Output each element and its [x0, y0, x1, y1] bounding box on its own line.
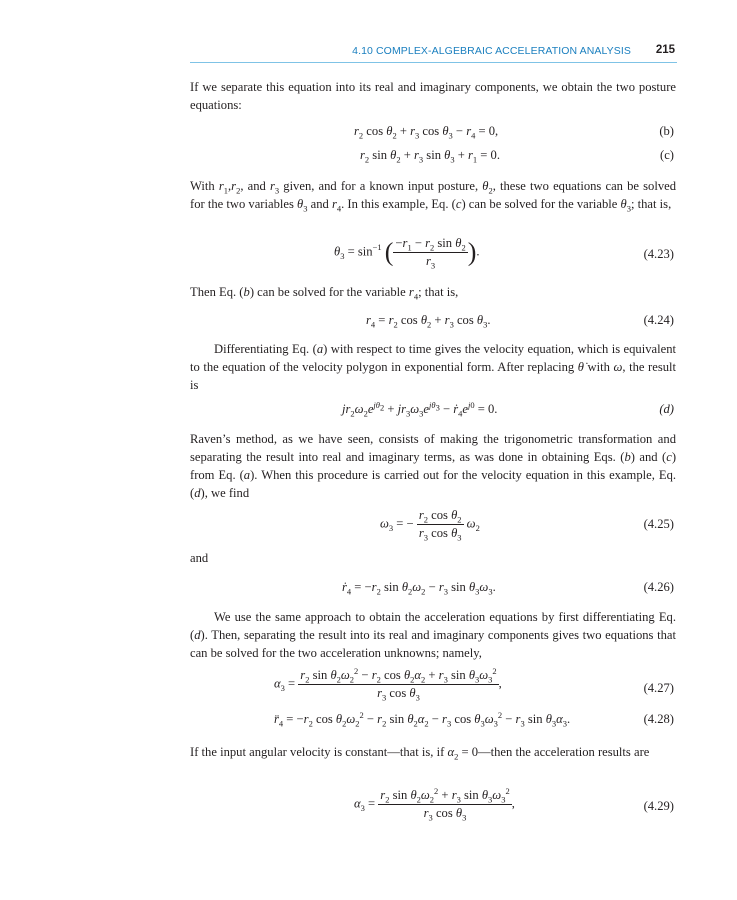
equation-tag: (4.29) [643, 799, 674, 813]
section-title: 4.10 COMPLEX-ALGEBRAIC ACCELERATION ANALYSIS [352, 45, 631, 57]
equation-4-27: $\alpha_3$ = $\frac{r_2 \sin \theta_2\omega_2^2 - r_2 \cos \theta_2\alpha_2 + r_3 \sin \theta_3\omega_3^2}{r_3 \cos \theta_3}$ , (4.27) [274, 665, 674, 703]
equation-tag: (4.23) [643, 247, 674, 261]
equation-tag: (4.24) [643, 313, 674, 327]
equation-4-23: $\theta_3 = \sin^{-1}$ ( $\frac{-r_1 - r_2 \sin \theta_2}{r_3}$ ). (4.23) [334, 236, 674, 271]
equation-4-28: $r̈_4 = -r_2$ $\cos \theta_2\omega_2^2 - r_2$ $\sin \theta_2\alpha_2 - r_3$ $\cos \theta_3\omega_3^2 - r_3$ $\sin \theta_3\alpha_3$. (4.28) [274, 709, 674, 729]
equation-tag: (4.26) [643, 580, 674, 594]
equation-4-29: $\alpha_3$ = $\frac{r_2 \sin \theta_2\omega_2^2 + r_3 \sin \theta_3\omega_3^2}{r_3 \cos \theta_3}$ , (4.29) [354, 785, 674, 823]
equation-tag: (4.27) [643, 681, 674, 695]
paragraph-solve-posture: With $r_1,r_2$, and $r_3$ given, and for a known input posture, $\theta_2$, these two equations can be solved for the two variables $\theta_3$ and $r_4$. In this example, Eq. (c) can be solved for the variable $\theta_3$; that is, [190, 179, 677, 214]
equation-4-24: $r_4 = r_2$ $\cos \theta_2 + r_3$ $\cos \theta_3$. (4.24) [366, 313, 674, 330]
equation-tag: (4.25) [643, 517, 674, 531]
equation-d: $jr_2\omega_2e^{j\theta_2} + jr_3\omega_3e^{j\theta_3}$ − $ṙ_4e^{j0} = 0$. (d) [342, 399, 674, 419]
equation-4-26: ṙ$_4$ = $-r_2$ $\sin \theta_2\omega_2 - r_3$ $\sin \theta_3\omega_3$. (4.26) [342, 580, 674, 597]
equation-tag: (c) [660, 148, 674, 162]
running-header [190, 40, 677, 63]
equation-c: $r_2$ $\sin \theta_2 + r_3$ $\sin \theta_3 + r_1 = 0$. (c) [360, 148, 674, 165]
paragraph-acceleration-approach: We use the same approach to obtain the acceleration equations by first differentiating Eq. (d). Then, separating the result into its real and imaginary components gives two equations that can be solved for the two acceleration unknowns; namely, [190, 610, 676, 660]
paragraph-and: and [190, 551, 209, 565]
page-number: 215 [655, 44, 675, 56]
equation-tag: (d) [659, 402, 674, 416]
paragraph-differentiating: Differentiating Eq. (a) with respect to time gives the velocity equation, which is equivalent to the equation of the velocity polygon in exponential form. After replacing θ̇ with ω, the result is [190, 342, 677, 392]
equation-tag: (4.28) [643, 712, 674, 726]
equation-tag: (b) [659, 124, 674, 138]
paragraph-posture-intro: If we separate this equation into its real and imaginary components, we obtain the two posture equations: [190, 80, 676, 112]
equation-4-25: $\omega_3$ = − $\frac{r_2 \cos \theta_2}{r_3 \cos \theta_3}$ $\omega_2$ (4.25) [380, 508, 674, 543]
paragraph-solve-r4: Then Eq. (b) can be solved for the variable $r_4$; that is, [190, 285, 459, 302]
equation-b: $r_2$ $\cos \theta_2 + r_3$ $\cos \theta_3 - r_4 = 0$, (b) [354, 124, 674, 141]
paragraph-constant-velocity: If the input angular velocity is constant—that is, if $\alpha_2$ = 0—then the acceleration results are [190, 745, 650, 762]
paragraph-ravens-method: Raven’s method, as we have seen, consists of making the trigonometric transformation and separating the result into real and imaginary terms, as was done in obtaining Eqs. (b) and (c) from Eq. (a). When this procedure is carried out for the velocity equation in this example, Eq. (d), we find [190, 432, 677, 500]
